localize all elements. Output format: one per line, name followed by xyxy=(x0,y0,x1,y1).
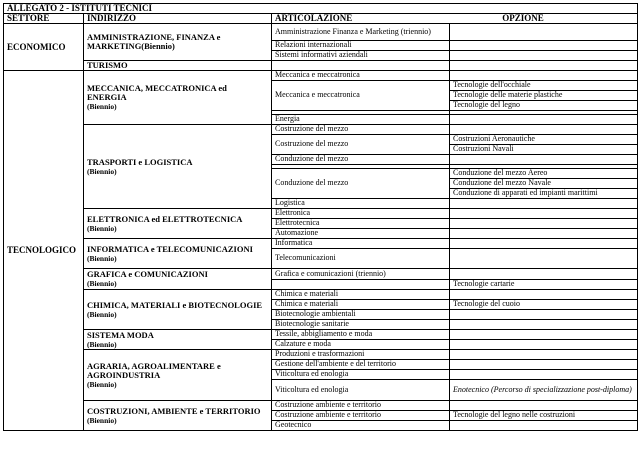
articolazione-cell: Automazione xyxy=(272,229,450,239)
opzione-cell xyxy=(450,71,638,81)
opzione-cell xyxy=(450,51,638,61)
articolazione-cell: Biotecnologie sanitarie xyxy=(272,320,450,330)
articolazione-cell: Elettronica xyxy=(272,209,450,219)
articolazione-cell: Grafica e comunicazioni (triennio) xyxy=(272,269,450,280)
opzione-cell: Costruzioni Aeronautiche xyxy=(450,135,638,145)
articolazione-cell: Tessile, abbigliamento e moda xyxy=(272,330,450,340)
articolazione-cell: Energia xyxy=(272,115,450,125)
articolazione-cell: Informatica xyxy=(272,239,450,249)
articolazione-cell: Conduzione del mezzo xyxy=(272,155,450,165)
opzione-cell xyxy=(450,310,638,320)
opzione-cell: Tecnologie del legno nelle costruzioni xyxy=(450,411,638,421)
articolazione-cell xyxy=(272,280,450,290)
articolazione-cell: Telecomunicazioni xyxy=(272,249,450,269)
articolazione-cell: Elettrotecnica xyxy=(272,219,450,229)
opzione-cell xyxy=(450,155,638,165)
opzione-cell xyxy=(450,330,638,340)
opzione-cell xyxy=(450,239,638,249)
opzione-cell xyxy=(450,24,638,41)
opzione-cell xyxy=(450,249,638,269)
articolazione-cell: Costruzione del mezzo xyxy=(272,125,450,135)
opzione-cell: Conduzione del mezzo Aereo xyxy=(450,169,638,179)
articolazione-cell: Meccanica e meccatronica xyxy=(272,71,450,81)
settore-economico: ECONOMICO xyxy=(4,24,84,71)
opzione-cell xyxy=(450,421,638,431)
opzione-cell xyxy=(450,41,638,51)
opzione-cell: Tecnologie del cuoio xyxy=(450,300,638,310)
opzione-cell xyxy=(450,61,638,71)
articolazione-cell: Viticoltura ed enologia xyxy=(272,380,450,401)
articolazione-cell: Produzioni e trasformazioni xyxy=(272,350,450,360)
opzione-cell xyxy=(450,401,638,411)
opzione-cell: Tecnologie cartarie xyxy=(450,280,638,290)
opzione-cell xyxy=(450,269,638,280)
articolazione-cell: Calzature e moda xyxy=(272,340,450,350)
opzione-cell xyxy=(450,320,638,330)
opzione-cell xyxy=(450,125,638,135)
articolazione-cell: Viticoltura ed enologia xyxy=(272,370,450,380)
indirizzo-turismo: TURISMO xyxy=(84,61,272,71)
articolazione-cell: Geotecnico xyxy=(272,421,450,431)
opzione-cell xyxy=(450,199,638,209)
opzione-cell xyxy=(450,370,638,380)
settore-tecnologico: TECNOLOGICO xyxy=(4,71,84,431)
opzione-cell xyxy=(450,360,638,370)
header-indirizzo: INDIRIZZO xyxy=(84,14,272,24)
opzione-cell: Tecnologie delle materie plastiche xyxy=(450,91,638,101)
opzione-cell xyxy=(450,115,638,125)
opzione-cell xyxy=(450,229,638,239)
indirizzo-cmb: CHIMICA, MATERIALI e BIOTECNOLOGIE (Biennio) xyxy=(84,290,272,330)
opzione-cell xyxy=(450,219,638,229)
articolazione-cell: Biotecnologie ambientali xyxy=(272,310,450,320)
articolazione-cell: Gestione dell'ambiente e del territorio xyxy=(272,360,450,370)
table-title: ALLEGATO 2 - ISTITUTI TECNICI xyxy=(4,4,638,14)
articolazione-cell: Costruzione del mezzo xyxy=(272,135,450,155)
articolazione-cell: Meccanica e meccatronica xyxy=(272,81,450,111)
indirizzo-tl: TRASPORTI e LOGISTICA (Biennio) xyxy=(84,125,272,209)
opzione-cell: Conduzione di apparati ed impianti marittimi xyxy=(450,189,638,199)
opzione-cell: Enotecnico (Percorso di specializzazione post-diploma) xyxy=(450,380,638,401)
indirizzo-afm: AMMINISTRAZIONE, FINANZA e MARKETING(Biennio) xyxy=(84,24,272,61)
opzione-cell: Tecnologie dell'occhiale xyxy=(450,81,638,91)
allegato-table xyxy=(3,3,638,431)
articolazione-cell: Conduzione del mezzo xyxy=(272,169,450,199)
opzione-cell xyxy=(450,350,638,360)
articolazione-cell: Relazioni internazionali xyxy=(272,41,450,51)
articolazione-cell: Logistica xyxy=(272,199,450,209)
opzione-cell xyxy=(450,290,638,300)
articolazione-cell: Chimica e materiali xyxy=(272,290,450,300)
header-articolazione: ARTICOLAZIONE xyxy=(275,13,353,24)
opzione-cell: Costruzioni Navali xyxy=(450,145,638,155)
header-opzione: OPZIONE xyxy=(502,13,544,24)
opzione-cell xyxy=(450,209,638,219)
indirizzo-aaa: AGRARIA, AGROALIMENTARE e AGROINDUSTRIA (Biennio) xyxy=(84,350,272,401)
header-articolazione-opzione xyxy=(272,14,638,24)
articolazione-cell: Amministrazione Finanza e Marketing (triennio) xyxy=(272,24,450,41)
opzione-cell xyxy=(450,340,638,350)
indirizzo-it: INFORMATICA e TELECOMUNICAZIONI (Biennio) xyxy=(84,239,272,269)
opzione-cell: Conduzione del mezzo Navale xyxy=(450,179,638,189)
articolazione-cell: Sistemi informativi aziendali xyxy=(272,51,450,61)
opzione-cell: Tecnologie del legno xyxy=(450,101,638,111)
articolazione-cell: Costruzione ambiente e territorio xyxy=(272,401,450,411)
indirizzo-cat: COSTRUZIONI, AMBIENTE e TERRITORIO (Biennio) xyxy=(84,401,272,431)
indirizzo-gc: GRAFICA e COMUNICAZIONI (Biennio) xyxy=(84,269,272,290)
articolazione-cell xyxy=(272,61,450,71)
header-settore: SETTORE xyxy=(4,14,84,24)
indirizzo-sm: SISTEMA MODA (Biennio) xyxy=(84,330,272,350)
articolazione-cell: Chimica e materiali xyxy=(272,300,450,310)
indirizzo-mme: MECCANICA, MECCATRONICA ed ENERGIA (Biennio) xyxy=(84,71,272,125)
indirizzo-ee: ELETTRONICA ed ELETTROTECNICA (Biennio) xyxy=(84,209,272,239)
articolazione-cell: Costruzione ambiente e territorio xyxy=(272,411,450,421)
